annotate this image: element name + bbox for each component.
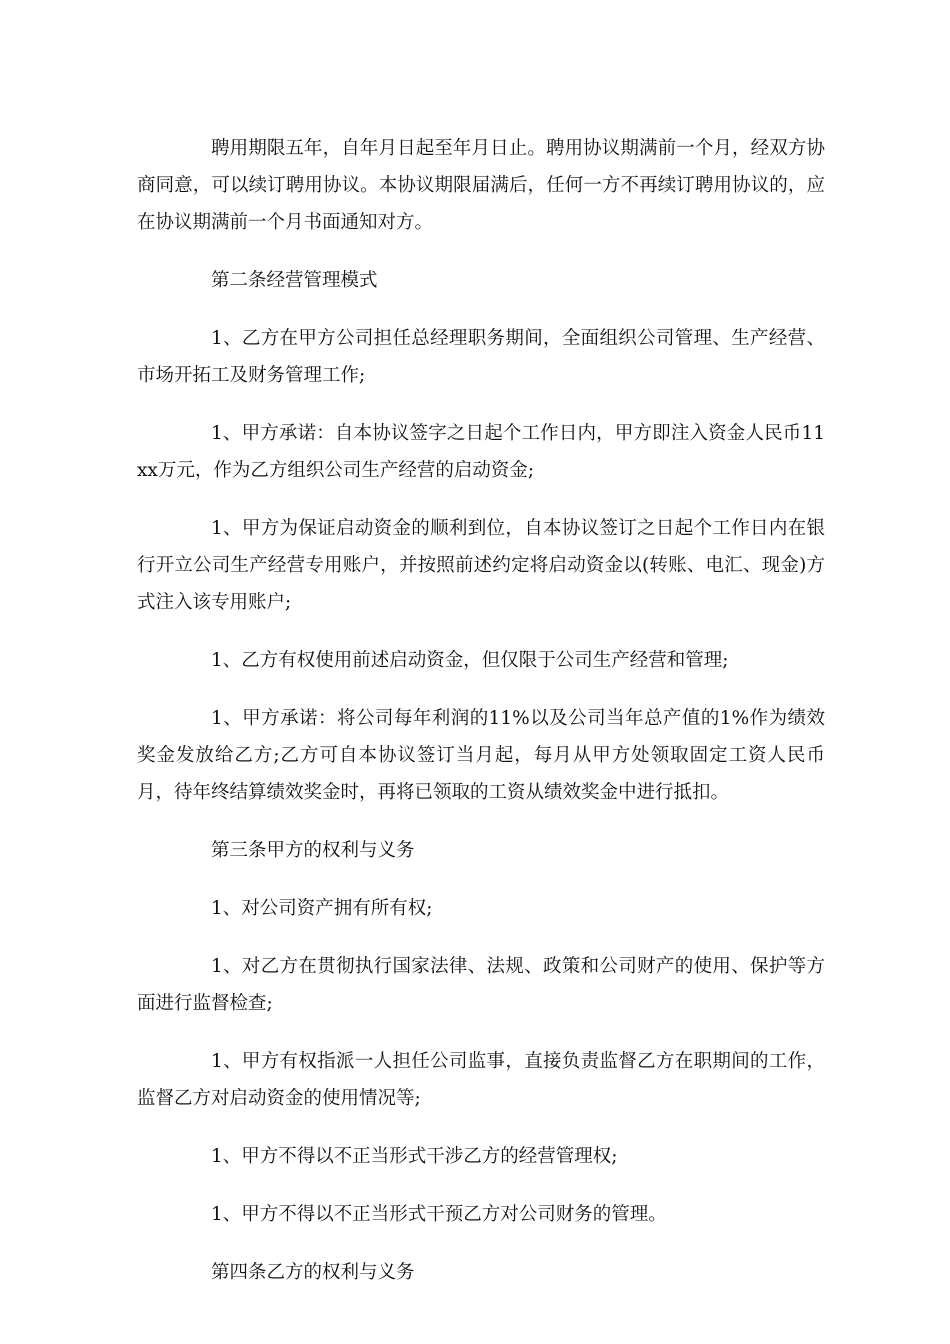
article-2-heading: 第二条经营管理模式 — [211, 270, 378, 291]
paragraph-term-of-employment: 聘用期限五年，自年月日起至年月日止。聘用协议期满前一个月，经双方协商同意，可以续订聘用协议。本协议期限届满后，任何一方不再续订聘用协议的，应在协议期满前一个月书面通知对方。 — [137, 138, 825, 233]
article-4-heading: 第四条乙方的权利与义务 — [211, 1262, 415, 1283]
paragraph-2-3: 1、甲方为保证启动资金的顺利到位，自本协议签订之日起个工作日内在银行开立公司生产经营专用账户，并按照前述约定将启动资金以(转账、电汇、现金)方式注入该专用账户; — [137, 518, 825, 613]
paragraph-3-1: 1、对公司资产拥有所有权; — [211, 898, 433, 919]
paragraph-2-1: 1、乙方在甲方公司担任总经理职务期间，全面组织公司管理、生产经营、市场开拓工及财务管理工作; — [137, 328, 825, 386]
paragraph-3-3: 1、甲方有权指派一人担任公司监事，直接负责监督乙方在职期间的工作，监督乙方对启动资金的使用情况等; — [137, 1051, 825, 1109]
paragraph-3-2: 1、对乙方在贯彻执行国家法律、法规、政策和公司财产的使用、保护等方面进行监督检查; — [137, 956, 825, 1014]
paragraph-2-5: 1、甲方承诺：将公司每年利润的11%以及公司当年总产值的1%作为绩效奖金发放给乙方;乙方可自本协议签订当月起，每月从甲方处领取固定工资人民币月，待年终结算绩效奖金时，再将已领取的工资从绩效奖金中进行抵扣。 — [137, 708, 825, 803]
paragraph-2-2: 1、甲方承诺：自本协议签字之日起个工作日内，甲方即注入资金人民币11xx万元，作为乙方组织公司生产经营的启动资金; — [137, 423, 825, 481]
document-page — [137, 130, 825, 1312]
paragraph-3-4: 1、甲方不得以不正当形式干涉乙方的经营管理权; — [211, 1146, 618, 1167]
paragraph-3-5: 1、甲方不得以不正当形式干预乙方对公司财务的管理。 — [211, 1204, 667, 1225]
paragraph-2-4: 1、乙方有权使用前述启动资金，但仅限于公司生产经营和管理; — [211, 650, 729, 671]
article-3-heading: 第三条甲方的权利与义务 — [211, 840, 415, 861]
